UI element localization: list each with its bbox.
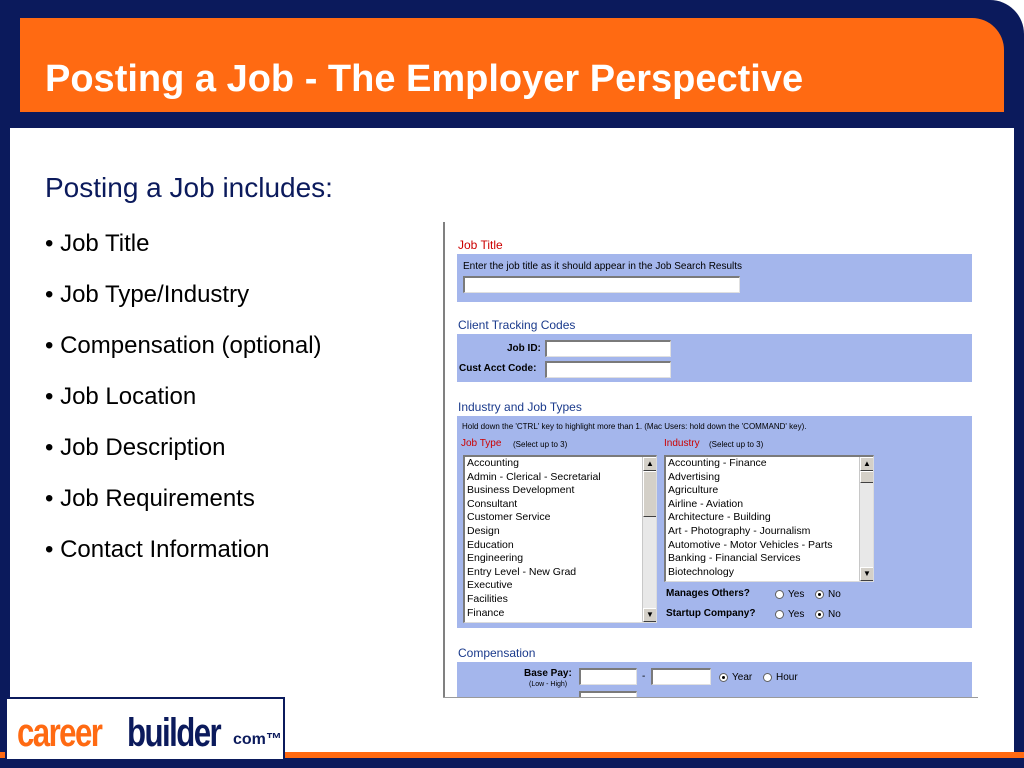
logo-builder-text: builder (127, 711, 221, 755)
job-type-option[interactable]: Facilities (467, 592, 508, 605)
industry-label: Industry (664, 438, 700, 449)
scroll-down-icon[interactable]: ▼ (860, 567, 874, 581)
startup-yes-label: Yes (788, 609, 805, 620)
bullet-item: • Job Description (45, 434, 226, 461)
scroll-up-icon[interactable]: ▲ (860, 457, 874, 471)
job-posting-form-screenshot (443, 222, 978, 698)
slide-title: Posting a Job - The Employer Perspective (45, 58, 804, 100)
industry-option[interactable]: Advertising (668, 470, 720, 483)
manages-no-radio[interactable] (815, 590, 824, 599)
industry-option[interactable]: Banking - Financial Services (668, 552, 801, 565)
job-type-listbox[interactable] (463, 455, 657, 623)
manages-no-label: No (828, 589, 841, 600)
job-type-option[interactable]: Customer Service (467, 511, 551, 524)
industry-option[interactable]: Biotechnology (668, 565, 734, 578)
job-title-instructions: Enter the job title as it should appear in the Job Search Results (463, 261, 743, 272)
frame-right (1014, 118, 1024, 758)
job-type-option[interactable]: Engineering (467, 552, 524, 565)
job-type-option[interactable]: Business Development (467, 484, 575, 497)
job-type-option[interactable]: Executive (467, 579, 513, 592)
startup-no-label: No (828, 609, 841, 620)
careerbuilder-logo (5, 697, 285, 761)
industry-note: (Select up to 3) (709, 440, 764, 449)
frame-left (0, 118, 10, 758)
job-type-option[interactable]: Accounting (467, 457, 519, 469)
tracking-panel (457, 334, 972, 382)
compensation-heading: Compensation (458, 646, 536, 660)
bullet-item: • Job Type/Industry (45, 281, 250, 308)
industry-option[interactable]: Automotive - Motor Vehicles - Parts (668, 538, 833, 551)
job-title-heading: Job Title (458, 238, 503, 252)
startup-label: Startup Company? (666, 608, 756, 619)
job-title-input[interactable] (463, 276, 740, 293)
base-pay-low-input[interactable] (579, 668, 637, 685)
range-dash: - (642, 671, 646, 682)
cust-acct-label: Cust Acct Code: (459, 363, 537, 374)
low-high-label: (Low - High) (529, 681, 568, 688)
bullet-item: • Compensation (optional) (45, 332, 322, 359)
lead-text: Posting a Job includes: (45, 172, 333, 203)
bullet-item: • Job Requirements (45, 485, 255, 512)
scroll-down-icon[interactable]: ▼ (643, 608, 657, 622)
scroll-up-icon[interactable]: ▲ (643, 457, 657, 471)
scroll-thumb[interactable] (643, 471, 657, 517)
industry-scrollbar[interactable] (859, 457, 873, 581)
multi-select-hint: Hold down the 'CTRL' key to highlight more than 1. (Mac Users: hold down the 'COMMAND' key). (462, 422, 807, 431)
bullet-item: • Job Title (45, 230, 150, 257)
pay-year-label: Year (732, 672, 753, 683)
industry-option[interactable]: Accounting - Finance (668, 457, 767, 469)
startup-yes-radio[interactable] (775, 610, 784, 619)
job-type-label: Job Type (461, 438, 502, 449)
job-type-option[interactable]: Education (467, 538, 514, 551)
compensation-panel (457, 662, 972, 698)
logo-career-text: career (17, 711, 102, 755)
bullet-list (45, 230, 322, 587)
pay-hour-label: Hour (776, 672, 798, 683)
industry-option[interactable]: Airline - Aviation (668, 497, 744, 510)
job-id-label: Job ID: (507, 343, 541, 354)
pay-year-radio[interactable] (719, 673, 728, 682)
manages-others-label: Manages Others? (666, 588, 750, 599)
base-pay-high-input[interactable] (651, 668, 711, 685)
scroll-thumb[interactable] (860, 471, 874, 483)
industry-option[interactable]: Agriculture (668, 484, 719, 497)
startup-no-radio[interactable] (815, 610, 824, 619)
industry-option[interactable]: Art - Photography - Journalism (668, 524, 811, 537)
job-type-option[interactable]: Design (467, 524, 500, 537)
industry-heading: Industry and Job Types (458, 400, 582, 414)
industry-option[interactable]: Architecture - Building (668, 511, 771, 524)
pay-hour-radio[interactable] (763, 673, 772, 682)
job-type-option[interactable]: Finance (467, 606, 505, 619)
tracking-heading: Client Tracking Codes (458, 318, 576, 332)
base-pay-label: Base Pay: (524, 668, 572, 679)
job-title-panel (457, 254, 972, 302)
job-type-scrollbar[interactable] (642, 457, 656, 622)
industry-listbox[interactable] (664, 455, 874, 582)
manages-yes-label: Yes (788, 589, 805, 600)
industry-panel (457, 416, 972, 628)
cust-acct-input[interactable] (545, 361, 671, 378)
job-type-option[interactable]: Entry Level - New Grad (467, 565, 577, 578)
logo-com-text: com™ (233, 731, 282, 748)
job-type-option[interactable]: Admin - Clerical - Secretarial (467, 470, 601, 483)
job-type-option[interactable]: Consultant (467, 497, 518, 510)
job-type-note: (Select up to 3) (513, 440, 568, 449)
screenshot-bottom-border (443, 697, 978, 698)
bullet-item: • Contact Information (45, 536, 270, 563)
manages-yes-radio[interactable] (775, 590, 784, 599)
bullet-item: • Job Location (45, 383, 197, 410)
job-id-input[interactable] (545, 340, 671, 357)
